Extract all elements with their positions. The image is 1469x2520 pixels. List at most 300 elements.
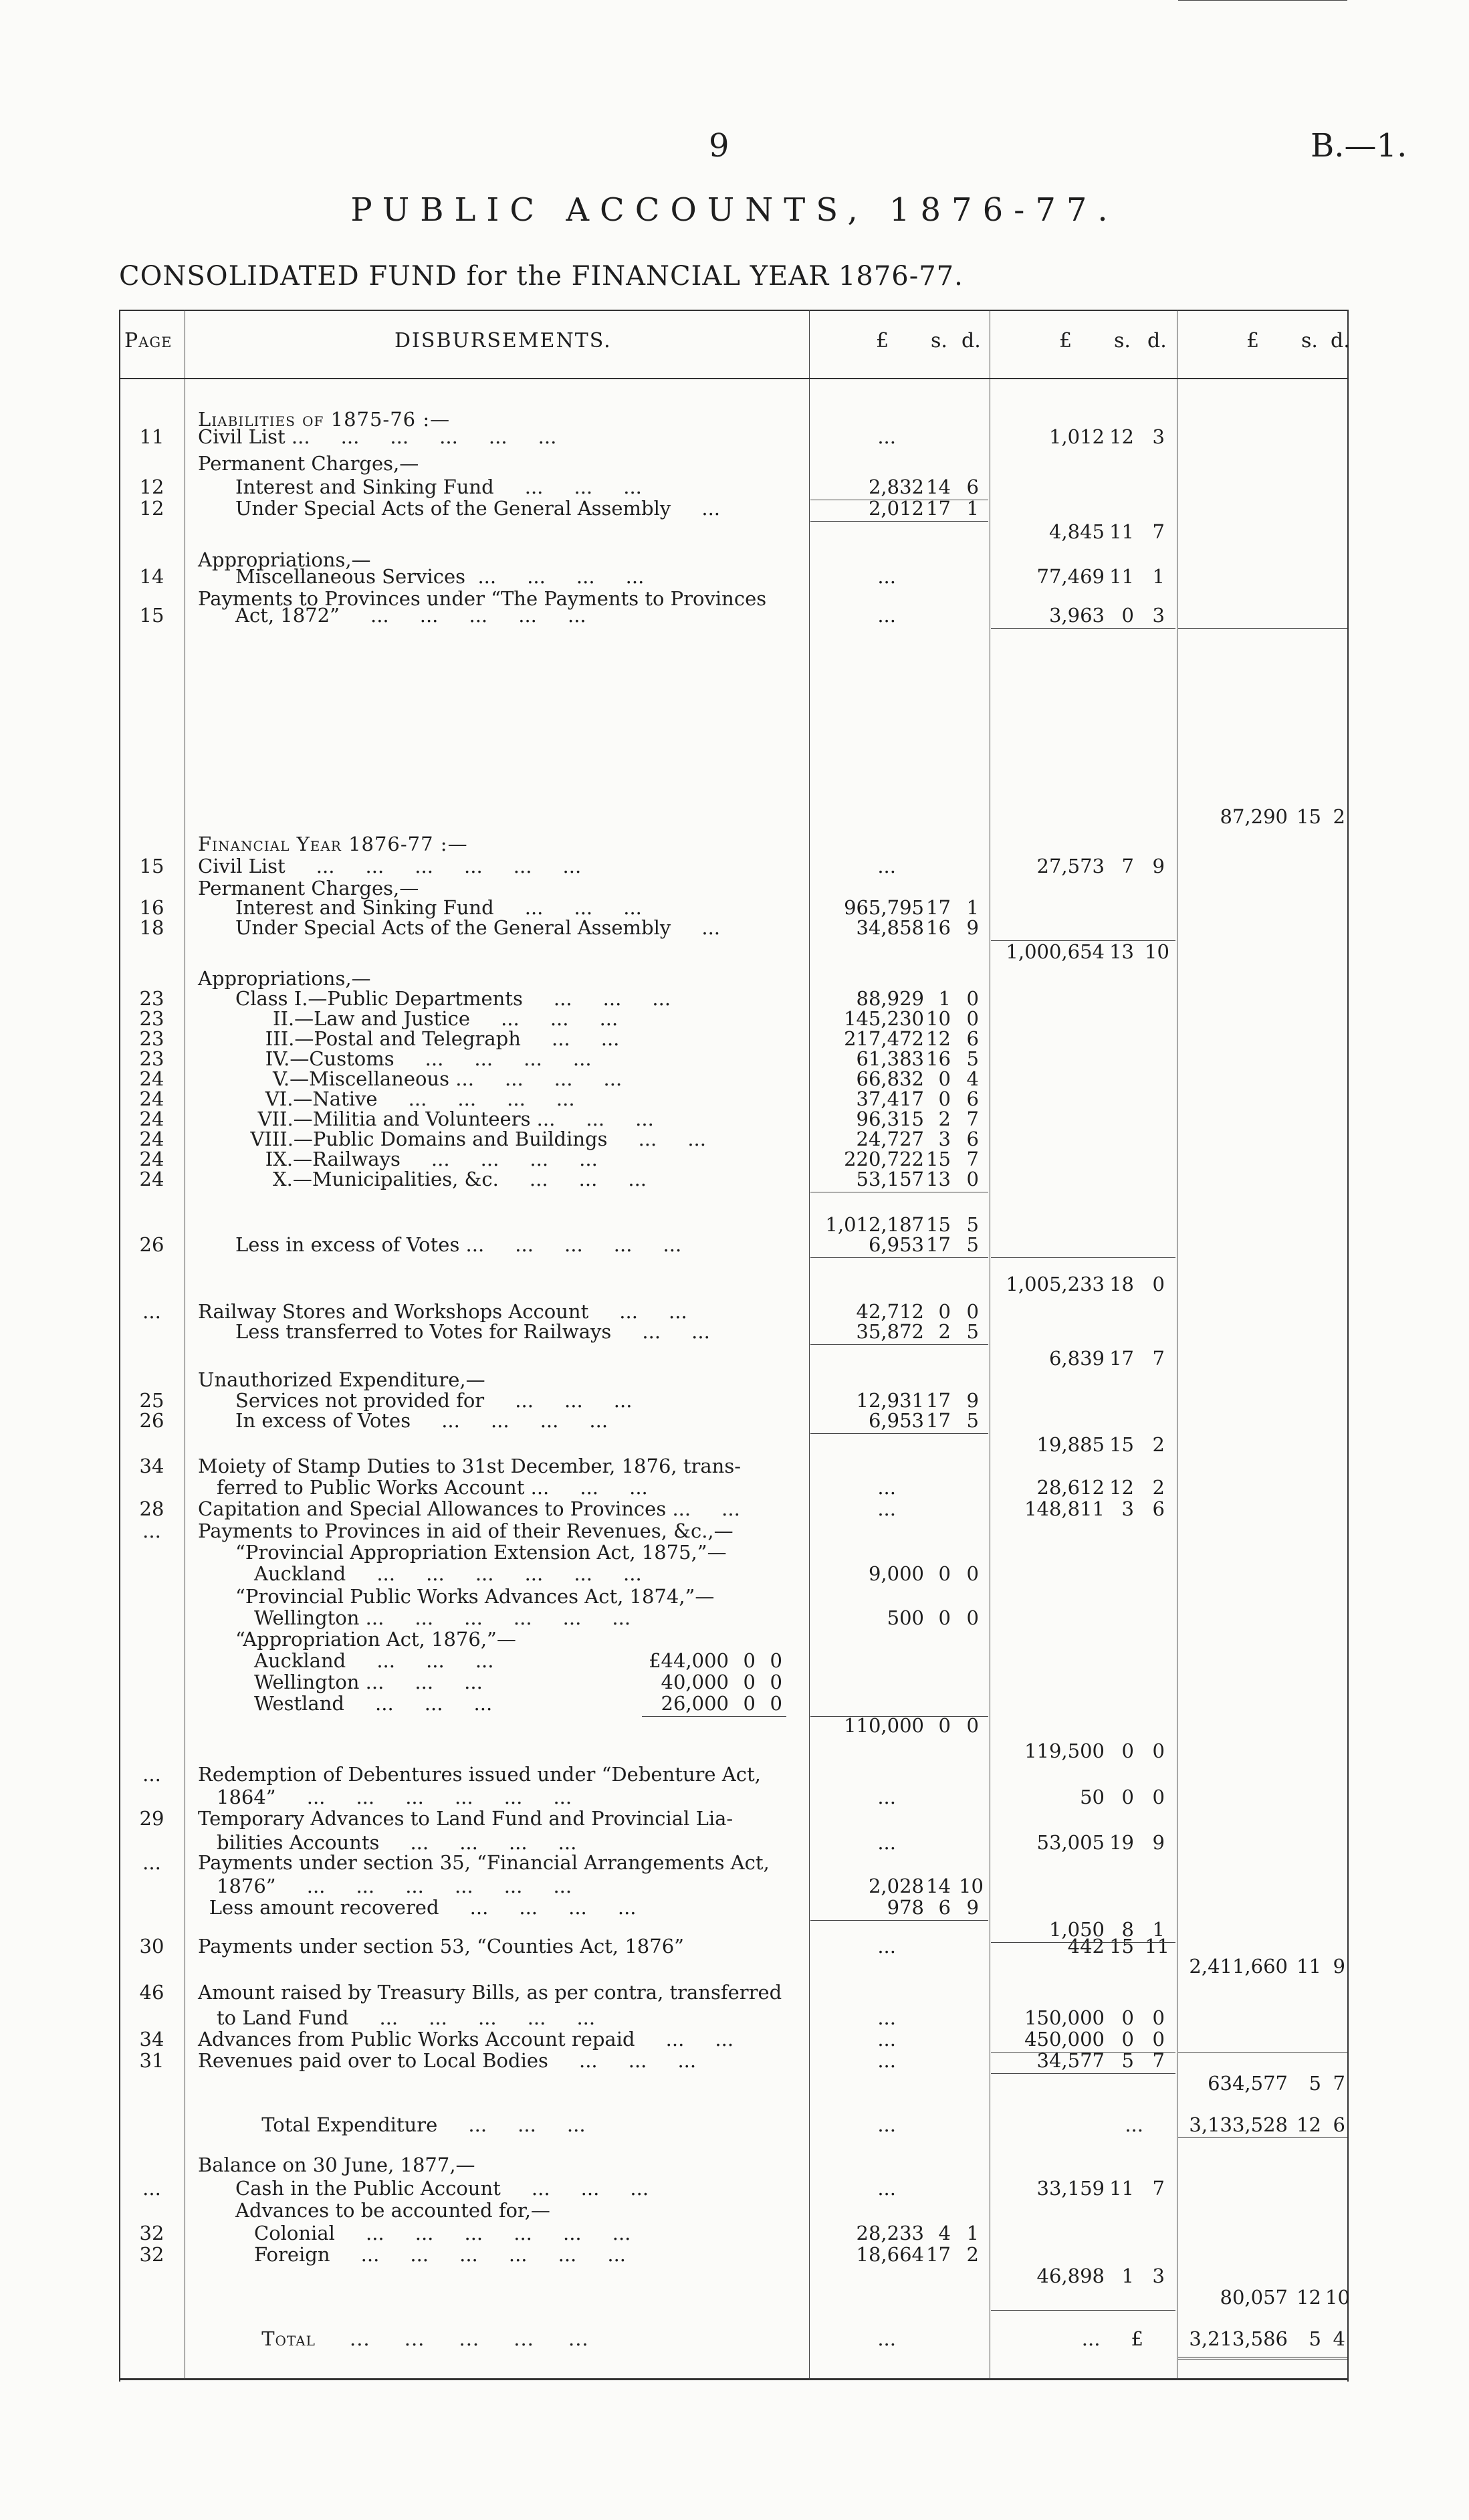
page-ref: ... (142, 1519, 161, 1542)
amount-pounds: 28,612 (1036, 1476, 1105, 1499)
page-ref: 11 (139, 425, 164, 448)
amount-pounds: 220,722 (844, 1148, 924, 1170)
amount-pounds: 42,712 (856, 1300, 924, 1323)
sub-amount-pence: 0 (770, 1649, 782, 1672)
table-row (0, 1128, 1469, 1150)
sum-rule (810, 1716, 988, 1717)
amount-pence: 0 (966, 1606, 979, 1629)
amount-placeholder: ... (877, 604, 896, 627)
amount-pence: 2 (1152, 1476, 1165, 1499)
sum-rule (1178, 628, 1347, 629)
table-row (0, 805, 1469, 828)
amount-shillings: 3 (1121, 1497, 1134, 1520)
amount-pence: 7 (1152, 520, 1165, 543)
page-ref: ... (142, 1300, 161, 1323)
page-ref: 32 (139, 2243, 164, 2266)
amount-pounds: 18,664 (856, 2243, 924, 2266)
table-row (0, 2222, 1469, 2244)
amount-pounds: 19,885 (1036, 1433, 1105, 1456)
amount-pence: 10 (1145, 940, 1169, 963)
amount-placeholder: ... (1125, 2113, 1143, 2136)
amount-shillings: 13 (1109, 940, 1134, 963)
table-row (0, 2177, 1469, 2200)
header-shilling-3: s. (1301, 329, 1318, 352)
amount-shillings: 4 (938, 2222, 951, 2244)
table-row (0, 1519, 1469, 1542)
row-description: Auckland ... ... ... (254, 1649, 494, 1672)
amount-pounds: 50 (1080, 1786, 1105, 1808)
table-row (0, 1692, 1469, 1715)
header-pence-3: d. (1331, 329, 1350, 352)
amount-shillings: 14 (926, 1875, 951, 1897)
amount-pence: 0 (1152, 2006, 1165, 2029)
table-row (0, 2199, 1469, 2222)
amount-pence: 5 (966, 1320, 979, 1343)
row-description: Permanent Charges,— (198, 877, 419, 900)
amount-shillings: 16 (926, 1047, 951, 1070)
amount-shillings: 7 (1121, 855, 1134, 877)
amount-pence: 0 (966, 1168, 979, 1190)
amount-shillings: 0 (938, 1562, 951, 1585)
amount-shillings: 5 (1121, 2049, 1134, 2072)
row-description: “Provincial Public Works Advances Act, 1874,”— (235, 1585, 715, 1608)
sub-amount-shillings: 0 (743, 1649, 756, 1672)
amount-shillings: 8 (1121, 1918, 1134, 1941)
sub-amount-pounds: 40,000 (661, 1671, 729, 1693)
sum-rule (1178, 0, 1347, 1)
amount-shillings: 17 (926, 497, 951, 520)
amount-pounds: 27,573 (1036, 855, 1105, 877)
amount-pence: 0 (966, 1007, 979, 1030)
header-pence-2: d. (1147, 329, 1167, 352)
table-row (0, 1433, 1469, 1456)
row-description: Under Special Acts of the General Assembly ... (235, 916, 721, 939)
amount-pence: 0 (966, 1714, 979, 1737)
amount-pence: 7 (1152, 2049, 1165, 2072)
amount-pounds: 37,417 (856, 1087, 924, 1110)
row-description: Unauthorized Expenditure,— (198, 1368, 485, 1391)
page-ref: 24 (139, 1168, 164, 1190)
amount-pounds: 2,832 (868, 476, 924, 498)
amount-placeholder: ... (877, 565, 896, 588)
amount-pence: 1 (966, 497, 979, 520)
amount-pounds: 3,133,528 (1189, 2113, 1288, 2136)
page-ref: 29 (139, 1807, 164, 1830)
row-description: to Land Fund ... ... ... ... ... (217, 2006, 596, 2029)
amount-shillings: 17 (1109, 1347, 1134, 1370)
amount-pence: 1 (1152, 1918, 1165, 1941)
amount-shillings: 17 (926, 1389, 951, 1412)
header-pound-1: £ (876, 329, 889, 352)
amount-shillings: 0 (938, 1714, 951, 1737)
table-row (0, 1562, 1469, 1585)
table-row (0, 2286, 1469, 2309)
amount-pounds: 53,005 (1036, 1831, 1105, 1854)
row-description: III.—Postal and Telegraph ... ... (265, 1027, 620, 1050)
header-page: Page (124, 329, 173, 352)
table-row (0, 1714, 1469, 1737)
row-description: Advances to be accounted for,— (235, 2199, 550, 2222)
grand-total-double-rule (1178, 2357, 1347, 2359)
amount-placeholder: ... (877, 2028, 896, 2051)
page-ref: ... (142, 1851, 161, 1874)
amount-pounds: 61,383 (856, 1047, 924, 1070)
row-description: Foreign ... ... ... ... ... ... (254, 2243, 627, 2266)
row-description: Colonial ... ... ... ... ... ... (254, 2222, 631, 2244)
row-description: Revenues paid over to Local Bodies ... ... ... (198, 2049, 697, 2072)
row-description: Temporary Advances to Land Fund and Provincial Lia- (198, 1807, 733, 1830)
amount-shillings: 17 (926, 1409, 951, 1432)
table-row (0, 1541, 1469, 1564)
amount-shillings: 15 (1109, 1433, 1134, 1456)
sub-amount-pence: 0 (770, 1692, 782, 1715)
amount-shillings: 1 (1121, 2265, 1134, 2287)
amount-pence: 9 (966, 916, 979, 939)
amount-pounds: 119,500 (1024, 1740, 1105, 1762)
page-ref: 24 (139, 1128, 164, 1150)
page-ref: 31 (139, 2049, 164, 2072)
amount-shillings: 2 (938, 1108, 951, 1130)
amount-pence: 7 (1152, 2177, 1165, 2200)
row-description: Appropriations,— (198, 548, 371, 571)
amount-pounds: 150,000 (1024, 2006, 1105, 2029)
amount-shillings: 11 (1109, 520, 1134, 543)
sum-rule (991, 1257, 1175, 1258)
page-number: 9 (709, 127, 729, 165)
amount-placeholder: ... (877, 1935, 896, 1958)
amount-pounds: 34,577 (1036, 2049, 1105, 2072)
amount-pounds: 6,953 (868, 1233, 924, 1256)
page-ref: 12 (139, 497, 164, 520)
amount-pence: 0 (1152, 2028, 1165, 2051)
row-description: Payments to Provinces in aid of their Revenues, &c.,— (198, 1519, 733, 1542)
amount-shillings: 12 (1296, 2286, 1321, 2309)
table-row (0, 1300, 1469, 1323)
amount-pounds: 1,012,187 (825, 1213, 924, 1236)
table-row (0, 1389, 1469, 1412)
row-description: IX.—Railways ... ... ... ... (265, 1148, 598, 1170)
amount-shillings: 5 (1309, 2327, 1321, 2350)
row-description: Moiety of Stamp Duties to 31st December, 1876, trans- (198, 1455, 742, 1477)
amount-placeholder: ... (877, 425, 896, 448)
row-description: Under Special Acts of the General Assembly ... (235, 497, 721, 520)
table-row (0, 452, 1469, 475)
table-row (0, 855, 1469, 877)
page-ref: 26 (139, 1233, 164, 1256)
page-ref: 23 (139, 1047, 164, 1070)
table-row (0, 1368, 1469, 1391)
page-ref: 24 (139, 1108, 164, 1130)
page-ref: 32 (139, 2222, 164, 2244)
amount-pence: 7 (1152, 1347, 1165, 1370)
row-description: “Appropriation Act, 1876,”— (235, 1628, 516, 1651)
page-title: PUBLIC ACCOUNTS, 1876-77. (350, 191, 1119, 229)
row-description: Class I.—Public Departments ... ... ... (235, 987, 671, 1010)
row-description: Miscellaneous Services ... ... ... ... (235, 565, 645, 588)
row-description: Interest and Sinking Fund ... ... ... (235, 896, 642, 919)
page-ref: 30 (139, 1935, 164, 1958)
table-row (0, 2028, 1469, 2051)
table-row (0, 1831, 1469, 1854)
table-row (0, 2154, 1469, 2176)
row-description: X.—Municipalities, &c. ... ... ... (273, 1168, 647, 1190)
row-description: Railway Stores and Workshops Account ... ... (198, 1300, 687, 1323)
amount-pounds: 87,290 (1220, 805, 1288, 828)
amount-pence: 9 (966, 1389, 979, 1412)
row-description: Advances from Public Works Account repaid ... ... (198, 2028, 734, 2051)
page-ref: 25 (139, 1389, 164, 1412)
row-description: bilities Accounts ... ... ... ... (217, 1831, 577, 1854)
page-ref: 15 (139, 604, 164, 627)
amount-placeholder: ... (877, 1831, 896, 1854)
amount-pence: 7 (966, 1108, 979, 1130)
amount-shillings: 19 (1109, 1831, 1134, 1854)
sum-rule (810, 521, 988, 522)
sub-amount-shillings: 0 (743, 1671, 756, 1693)
row-description: Act, 1872” ... ... ... ... ... (235, 604, 586, 627)
amount-pence: 10 (1325, 2286, 1350, 2309)
row-description: 1864” ... ... ... ... ... ... (217, 1786, 572, 1808)
amount-pence: 0 (1152, 1273, 1165, 1295)
amount-pounds: 442 (1067, 1935, 1105, 1958)
amount-pounds: 450,000 (1024, 2028, 1105, 2051)
header-pound-3: £ (1246, 329, 1260, 352)
amount-pounds: 66,832 (856, 1067, 924, 1090)
amount-pence: 0 (1152, 1740, 1165, 1762)
amount-shillings: 15 (926, 1213, 951, 1236)
table-row (0, 1763, 1469, 1786)
row-description: Less in excess of Votes ... ... ... ... ... (235, 1233, 682, 1256)
amount-shillings: 17 (926, 896, 951, 919)
row-description: Civil List ... ... ... ... ... ... (198, 855, 582, 877)
amount-pence: 4 (1333, 2327, 1345, 2350)
amount-pence: 2 (1152, 1433, 1165, 1456)
amount-pence: 6 (966, 1027, 979, 1050)
row-description: Westland ... ... ... (254, 1692, 493, 1715)
amount-pence: 2 (966, 2243, 979, 2266)
row-description: Payments to Provinces under “The Payments to Provinces (198, 587, 767, 610)
row-description: Redemption of Debentures issued under “Debenture Act, (198, 1763, 761, 1786)
sum-rule (991, 628, 1175, 629)
amount-placeholder: ... (877, 1476, 896, 1499)
amount-shillings: 11 (1109, 2177, 1134, 2200)
row-description: IV.—Customs ... ... ... ... (265, 1047, 592, 1070)
amount-pounds: 34,858 (856, 916, 924, 939)
amount-pence: 1 (966, 896, 979, 919)
amount-pounds: 80,057 (1220, 2286, 1288, 2309)
sub-amount-shillings: 0 (743, 1692, 756, 1715)
amount-shillings: 12 (1109, 1476, 1134, 1499)
amount-pence: 1 (966, 2222, 979, 2244)
table-row (0, 1896, 1469, 1919)
amount-pounds: 500 (887, 1606, 924, 1629)
table-row (0, 1851, 1469, 1874)
table-row (0, 1585, 1469, 1608)
amount-pounds: 634,577 (1208, 2072, 1288, 2095)
row-description: Permanent Charges,— (198, 452, 419, 475)
amount-shillings: 18 (1109, 1273, 1134, 1295)
page-ref: ... (142, 2177, 161, 2200)
page-ref: 24 (139, 1087, 164, 1110)
row-description: In excess of Votes ... ... ... ... (235, 1409, 608, 1432)
amount-pounds: 3,963 (1048, 604, 1105, 627)
amount-pounds: 2,028 (868, 1875, 924, 1897)
amount-shillings: 11 (1296, 1955, 1321, 1978)
row-description: 1876” ... ... ... ... ... ... (217, 1875, 572, 1897)
amount-shillings: 13 (926, 1168, 951, 1190)
amount-pence: 9 (1152, 1831, 1165, 1854)
row-description: Less transferred to Votes for Railways ... ... (235, 1320, 710, 1343)
amount-pounds: 3,213,586 (1189, 2327, 1288, 2350)
table-row (0, 1320, 1469, 1343)
table-row (0, 1273, 1469, 1295)
sum-rule (810, 1257, 988, 1258)
row-description: Balance on 30 June, 1877,— (198, 2154, 475, 2176)
amount-pence: 9 (1152, 855, 1165, 877)
amount-shillings: 0 (938, 1300, 951, 1323)
amount-shillings: 0 (1121, 2028, 1134, 2051)
amount-pence: 9 (966, 1896, 979, 1919)
table-row (0, 1955, 1469, 1978)
amount-pence: 11 (1145, 1935, 1169, 1958)
amount-pounds: 1,050 (1048, 1918, 1105, 1941)
row-description: Total Expenditure ... ... ... (261, 2113, 586, 2136)
amount-pounds: 110,000 (844, 1714, 924, 1737)
amount-placeholder: ... (877, 855, 896, 877)
sum-rule (1178, 2137, 1347, 2138)
table-row (0, 2243, 1469, 2266)
table-row (0, 2072, 1469, 2095)
table-row (0, 497, 1469, 520)
table-row (0, 916, 1469, 939)
page-ref: 12 (139, 476, 164, 498)
sub-sum-rule (642, 1716, 786, 1717)
table-row (0, 1455, 1469, 1477)
sum-rule (810, 1344, 988, 1345)
amount-shillings: 15 (1296, 805, 1321, 828)
amount-pounds: 4,845 (1048, 520, 1105, 543)
sub-amount-pence: 0 (770, 1671, 782, 1693)
row-description: Auckland ... ... ... ... ... ... (254, 1562, 642, 1585)
row-description: Services not provided for ... ... ... (235, 1389, 633, 1412)
row-description: VI.—Native ... ... ... ... (265, 1087, 575, 1110)
row-description: Capitation and Special Allowances to Provinces ... ... (198, 1497, 740, 1520)
table-row (0, 1497, 1469, 1520)
amount-shillings: 0 (938, 1067, 951, 1090)
table-row (0, 1875, 1469, 1897)
row-description: ferred to Public Works Account ... ... ... (217, 1476, 648, 1499)
header-shilling-1: s. (931, 329, 947, 352)
amount-shillings: 0 (938, 1087, 951, 1110)
amount-pounds: 6,839 (1048, 1347, 1105, 1370)
page-ref: 14 (139, 565, 164, 588)
sum-rule (991, 2310, 1175, 2311)
table-row (0, 1007, 1469, 1030)
amount-pence: 0 (966, 1300, 979, 1323)
page-ref: 15 (139, 855, 164, 877)
amount-pounds: 978 (887, 1896, 924, 1919)
amount-placeholder: ... (877, 2327, 896, 2350)
page-ref: 26 (139, 1409, 164, 1432)
amount-shillings: 17 (926, 1233, 951, 1256)
table-row (0, 2265, 1469, 2287)
table-row (0, 1981, 1469, 2004)
amount-pounds: 35,872 (856, 1320, 924, 1343)
amount-pounds: 1,012 (1048, 425, 1105, 448)
page-ref: 24 (139, 1148, 164, 1170)
amount-shillings: 12 (1296, 2113, 1321, 2136)
page-ref: 23 (139, 987, 164, 1010)
row-description: VII.—Militia and Volunteers ... ... ... (257, 1108, 654, 1130)
row-description: Financial Year 1876-77 :— (198, 833, 468, 855)
amount-pounds: 28,233 (856, 2222, 924, 2244)
amount-pence: 10 (959, 1875, 984, 1897)
row-description: VIII.—Public Domains and Buildings ... ... (250, 1128, 706, 1150)
amount-pence: 1 (1152, 565, 1165, 588)
amount-placeholder: ... £ (1081, 2327, 1143, 2350)
row-description: V.—Miscellaneous ... ... ... ... (273, 1067, 623, 1090)
amount-pence: 5 (966, 1409, 979, 1432)
table-row (0, 967, 1469, 990)
table-row (0, 1786, 1469, 1808)
amount-pounds: 12,931 (856, 1389, 924, 1412)
amount-pounds: 2,012 (868, 497, 924, 520)
amount-pence: 6 (1152, 1497, 1165, 1520)
row-description: Cash in the Public Account ... ... ... (235, 2177, 649, 2200)
amount-shillings: 17 (926, 2243, 951, 2266)
amount-placeholder: ... (877, 1786, 896, 1808)
amount-pounds: 148,811 (1024, 1497, 1105, 1520)
amount-pence: 3 (1152, 425, 1165, 448)
table-row (0, 520, 1469, 543)
amount-shillings: 1 (938, 987, 951, 1010)
table-row (0, 1087, 1469, 1110)
amount-placeholder: ... (877, 1497, 896, 1520)
table-row (0, 1067, 1469, 1090)
amount-pounds: 217,472 (844, 1027, 924, 1050)
amount-placeholder: ... (877, 2006, 896, 2029)
page-ref: 34 (139, 1455, 164, 1477)
table-row (0, 1628, 1469, 1651)
page-ref: 28 (139, 1497, 164, 1520)
table-row (0, 1807, 1469, 1830)
amount-shillings: 15 (1109, 1935, 1134, 1958)
table-row (0, 425, 1469, 448)
row-description: Wellington ... ... ... (254, 1671, 483, 1693)
amount-shillings: 3 (938, 1128, 951, 1150)
sum-rule (1178, 2052, 1347, 2053)
amount-shillings: 10 (926, 1007, 951, 1030)
amount-pence: 6 (966, 1128, 979, 1150)
table-row (0, 940, 1469, 963)
sum-rule (810, 1433, 988, 1434)
amount-pence: 7 (1333, 2072, 1345, 2095)
table-row (0, 2049, 1469, 2072)
row-description: Payments under section 53, “Counties Act, 1876” (198, 1935, 684, 1958)
row-description: Payments under section 35, “Financial Arrangements Act, (198, 1851, 770, 1874)
amount-shillings: 0 (1121, 1786, 1134, 1808)
table-row (0, 2006, 1469, 2029)
row-description: Appropriations,— (198, 967, 371, 990)
header-disbursements: DISBURSEMENTS. (394, 329, 612, 352)
amount-pence: 2 (1333, 805, 1345, 828)
table-row (0, 1148, 1469, 1170)
row-description: Wellington ... ... ... ... ... ... (254, 1606, 631, 1629)
document-reference: B.—1. (1311, 127, 1407, 165)
table-caption: CONSOLIDATED FUND for the FINANCIAL YEAR 1876-77. (119, 261, 964, 292)
sub-amount-pounds: £44,000 (649, 1649, 729, 1672)
sum-rule (991, 940, 1175, 941)
